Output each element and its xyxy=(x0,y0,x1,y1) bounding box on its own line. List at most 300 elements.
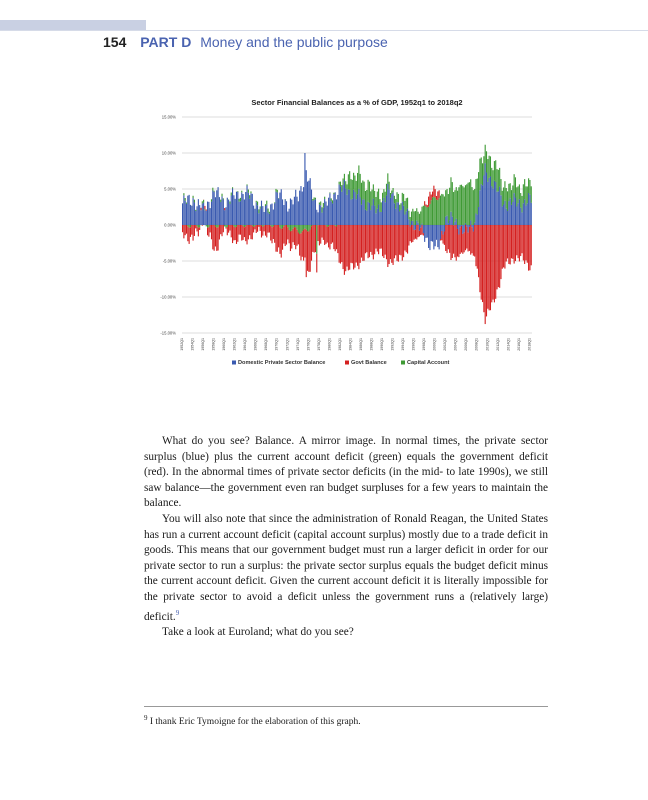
bar-capital xyxy=(229,201,230,204)
y-tick-label: -10.00% xyxy=(160,294,176,300)
bar-capital xyxy=(487,159,488,182)
bar-private xyxy=(357,194,358,225)
bar-capital xyxy=(270,225,271,226)
bar-capital xyxy=(498,170,499,191)
bar-govt xyxy=(335,226,336,251)
bar-capital xyxy=(277,190,278,193)
bar-private xyxy=(489,178,490,225)
bar-govt xyxy=(381,225,382,249)
bar-capital xyxy=(514,174,515,193)
bar-govt xyxy=(456,225,457,261)
bar-private xyxy=(204,210,205,225)
bar-govt xyxy=(399,225,400,255)
bar-govt xyxy=(195,225,196,228)
bar-private xyxy=(371,206,372,225)
bar-govt xyxy=(186,225,187,234)
bar-capital xyxy=(525,186,526,205)
bar-capital xyxy=(502,191,503,207)
bar-private xyxy=(231,195,232,225)
bar-govt xyxy=(425,204,426,206)
bar-private xyxy=(408,219,409,225)
bar-private xyxy=(500,195,501,225)
bar-private xyxy=(336,199,337,225)
bar-govt xyxy=(235,227,236,240)
bar-govt xyxy=(365,225,366,253)
footnote-text: I thank Eric Tymoigne for the elaboration of this graph. xyxy=(149,717,361,728)
bar-govt xyxy=(391,225,392,263)
bar-private xyxy=(244,199,245,225)
bar-private xyxy=(307,182,308,225)
bar-private xyxy=(431,225,432,241)
bar-private xyxy=(473,225,474,232)
x-tick-label: 1960Q1 xyxy=(222,338,227,351)
bar-private xyxy=(398,202,399,225)
bar-private xyxy=(296,197,297,225)
bar-private xyxy=(223,199,224,225)
bar-govt xyxy=(340,225,341,264)
bar-capital xyxy=(321,207,322,212)
x-tick-label: 2006Q1 xyxy=(464,338,469,351)
bar-capital xyxy=(370,191,371,210)
bar-capital xyxy=(298,225,299,233)
bar-private xyxy=(302,192,303,225)
bar-private xyxy=(195,211,196,225)
bar-govt xyxy=(294,227,295,245)
bar-govt xyxy=(525,225,526,260)
x-tick-label: 1982Q1 xyxy=(337,338,342,351)
x-tick-label: 1956Q1 xyxy=(201,338,206,351)
bar-private xyxy=(306,170,307,225)
x-tick-label: 2010Q1 xyxy=(485,338,490,351)
bar-private xyxy=(186,204,187,225)
bar-capital xyxy=(403,194,404,206)
bar-govt xyxy=(433,186,434,197)
bar-private xyxy=(271,204,272,225)
bar-govt xyxy=(514,225,515,264)
x-tick-label: 1968Q1 xyxy=(264,338,269,351)
bar-capital xyxy=(407,198,408,209)
bar-capital xyxy=(387,173,388,184)
bar-capital xyxy=(357,173,358,194)
bar-capital xyxy=(528,178,529,193)
bar-private xyxy=(333,194,334,225)
bar-private xyxy=(268,212,269,225)
bar-private xyxy=(196,206,197,225)
bar-govt xyxy=(503,225,504,267)
bar-govt xyxy=(211,225,212,239)
bar-private xyxy=(379,212,380,225)
bar-capital xyxy=(373,184,374,198)
legend-label: Capital Account xyxy=(407,360,450,366)
bar-govt xyxy=(341,225,342,262)
bar-govt xyxy=(274,225,275,243)
bar-govt xyxy=(477,225,478,269)
bar-govt xyxy=(528,225,529,271)
bar-capital xyxy=(314,197,315,200)
bar-private xyxy=(332,203,333,225)
y-tick-label: 0.00% xyxy=(164,222,176,228)
bar-private xyxy=(439,225,440,249)
bar-govt xyxy=(277,225,278,252)
bar-govt xyxy=(450,225,451,260)
bar-private xyxy=(252,194,253,225)
bar-private xyxy=(298,201,299,225)
bar-capital xyxy=(185,198,186,201)
bar-private xyxy=(200,210,201,225)
bar-capital xyxy=(458,187,459,225)
bar-govt xyxy=(382,225,383,256)
bar-govt xyxy=(228,225,229,233)
bar-capital xyxy=(369,182,370,203)
bar-private xyxy=(470,220,471,225)
bar-private xyxy=(273,210,274,225)
bar-govt xyxy=(420,228,421,235)
bar-capital xyxy=(464,187,465,225)
bar-capital xyxy=(366,190,367,211)
bar-private xyxy=(529,195,530,225)
bar-capital xyxy=(207,225,208,228)
bar-private xyxy=(391,194,392,225)
bar-capital xyxy=(432,197,433,225)
bar-govt xyxy=(202,225,203,226)
bar-private xyxy=(229,204,230,225)
bar-capital xyxy=(382,193,383,201)
bar-govt xyxy=(187,226,188,241)
bar-govt xyxy=(306,230,307,277)
bar-govt xyxy=(495,225,496,299)
bar-capital xyxy=(433,197,434,225)
bar-govt xyxy=(337,225,338,253)
bar-capital xyxy=(307,225,308,231)
bar-capital xyxy=(315,198,316,199)
bar-private xyxy=(461,225,462,226)
bar-govt xyxy=(521,225,522,253)
bar-govt xyxy=(429,192,430,204)
bar-capital xyxy=(435,198,436,225)
bar-govt xyxy=(248,225,249,239)
bar-private xyxy=(429,225,430,250)
bar-govt xyxy=(249,225,250,235)
bar-capital xyxy=(336,225,337,227)
x-tick-label: 1954Q1 xyxy=(190,338,195,351)
bar-capital xyxy=(291,225,292,231)
bar-capital xyxy=(519,184,520,199)
bar-capital xyxy=(524,179,525,199)
bar-private xyxy=(303,187,304,225)
paragraph-2 xyxy=(144,512,548,625)
bar-govt xyxy=(271,227,272,243)
bar-govt xyxy=(216,228,217,251)
bar-capital xyxy=(187,225,188,226)
bar-govt xyxy=(183,225,184,238)
bar-capital xyxy=(503,187,504,204)
bar-capital xyxy=(346,184,347,194)
bar-private xyxy=(353,190,354,225)
bar-govt xyxy=(296,230,297,246)
bar-capital xyxy=(418,212,419,223)
bar-capital xyxy=(431,200,432,225)
bar-capital xyxy=(308,225,309,231)
bar-private xyxy=(465,223,466,225)
bar-capital xyxy=(312,199,313,201)
bar-govt xyxy=(319,225,320,245)
paragraph-3: Take a look at Euroland; what do you see? xyxy=(162,625,354,638)
y-tick-label: -5.00% xyxy=(162,258,176,264)
bar-capital xyxy=(221,194,222,197)
bar-govt xyxy=(246,225,247,244)
bar-govt xyxy=(206,209,207,210)
bar-capital xyxy=(252,225,253,226)
bar-capital xyxy=(466,184,467,225)
bar-private xyxy=(515,197,516,225)
bar-private xyxy=(487,182,488,225)
header-color-bar xyxy=(0,20,146,30)
bar-capital xyxy=(216,225,217,228)
bar-capital xyxy=(349,171,350,190)
bar-capital xyxy=(520,193,521,208)
bar-govt xyxy=(414,230,415,240)
bar-private xyxy=(360,198,361,225)
bar-capital xyxy=(233,225,234,226)
bar-capital xyxy=(437,200,438,225)
bar-private xyxy=(300,186,301,225)
bar-private xyxy=(237,192,238,225)
bar-private xyxy=(327,206,328,225)
bar-capital xyxy=(428,207,429,225)
bar-private xyxy=(402,202,403,225)
bar-capital xyxy=(283,225,284,226)
bar-private xyxy=(250,193,251,225)
bar-capital xyxy=(391,191,392,195)
bar-capital xyxy=(411,212,412,221)
bar-govt xyxy=(419,231,420,237)
bar-private xyxy=(362,200,363,225)
bar-private xyxy=(354,192,355,225)
bar-capital xyxy=(471,187,472,225)
bar-private xyxy=(349,190,350,225)
bar-private xyxy=(507,211,508,225)
bar-private xyxy=(260,208,261,225)
bar-govt xyxy=(232,225,233,243)
bar-govt xyxy=(278,225,279,247)
bar-private xyxy=(318,212,319,225)
footnote-rule xyxy=(144,706,548,707)
bar-private xyxy=(216,190,217,225)
bar-private xyxy=(344,180,345,225)
bar-private xyxy=(378,205,379,225)
bar-capital xyxy=(423,206,424,225)
bar-private xyxy=(281,189,282,225)
bar-capital xyxy=(269,212,270,214)
bar-capital xyxy=(486,151,487,172)
bar-private xyxy=(235,199,236,225)
x-tick-label: 2004Q1 xyxy=(453,338,458,351)
bar-private xyxy=(279,193,280,225)
bar-capital xyxy=(491,168,492,186)
bar-private xyxy=(310,178,311,225)
bar-govt xyxy=(469,227,470,251)
bar-govt xyxy=(345,225,346,271)
y-tick-label: 10.00% xyxy=(161,150,176,156)
bar-govt xyxy=(362,225,363,261)
bar-capital xyxy=(289,225,290,230)
bar-govt xyxy=(256,225,257,233)
bar-govt xyxy=(379,225,380,249)
x-tick-label: 2008Q1 xyxy=(474,338,479,351)
bar-private xyxy=(299,191,300,225)
bar-govt xyxy=(403,225,404,257)
bar-capital xyxy=(327,225,328,227)
bar-capital xyxy=(371,190,372,206)
bar-capital xyxy=(424,205,425,225)
bar-govt xyxy=(361,225,362,258)
bar-govt xyxy=(498,225,499,287)
bar-private xyxy=(340,186,341,225)
bar-capital xyxy=(383,189,384,198)
bar-capital xyxy=(527,186,528,203)
bar-govt xyxy=(293,229,294,242)
bar-private xyxy=(249,199,250,225)
bar-capital xyxy=(225,225,226,228)
legend-swatch-private xyxy=(232,361,236,365)
bar-capital xyxy=(399,205,400,212)
bar-private xyxy=(329,193,330,225)
bar-govt xyxy=(512,225,513,259)
bar-private xyxy=(365,210,366,225)
x-tick-label: 2000Q1 xyxy=(432,338,437,351)
bar-govt xyxy=(515,225,516,261)
bar-govt xyxy=(462,234,463,254)
bar-govt xyxy=(374,225,375,254)
bar-capital xyxy=(256,201,257,202)
bar-capital xyxy=(262,225,263,227)
bar-govt xyxy=(308,231,309,271)
x-tick-label: 2014Q1 xyxy=(506,338,511,351)
bar-private xyxy=(406,211,407,225)
bar-govt xyxy=(357,225,358,266)
bar-govt xyxy=(332,225,333,242)
bar-capital xyxy=(412,209,413,221)
bar-private xyxy=(316,210,317,225)
chart-title: Sector Financial Balances as a % of GDP, 1952q1 to 2018q2 xyxy=(251,98,463,107)
bar-private xyxy=(369,203,370,225)
bar-govt xyxy=(200,208,201,210)
bar-capital xyxy=(260,206,261,208)
bar-govt xyxy=(324,225,325,245)
bar-capital xyxy=(495,160,496,182)
bar-private xyxy=(246,186,247,225)
bar-govt xyxy=(428,197,429,207)
bar-govt xyxy=(191,225,192,235)
bar-govt xyxy=(325,226,326,244)
y-tick-label: -15.00% xyxy=(160,330,176,336)
bar-private xyxy=(368,202,369,225)
bar-capital xyxy=(450,177,451,212)
bar-private xyxy=(495,182,496,225)
bar-private xyxy=(516,206,517,225)
bar-govt xyxy=(311,226,312,261)
bar-private xyxy=(524,199,525,225)
bar-capital xyxy=(246,184,247,185)
bar-private xyxy=(190,205,191,225)
bar-capital xyxy=(250,191,251,193)
bar-private xyxy=(435,225,436,246)
bar-govt xyxy=(385,225,386,255)
bar-private xyxy=(432,225,433,242)
bar-govt xyxy=(219,225,220,239)
bar-govt xyxy=(400,225,401,255)
bar-govt xyxy=(461,226,462,253)
bar-govt xyxy=(275,225,276,252)
x-tick-label: 1976Q1 xyxy=(306,338,311,351)
bar-private xyxy=(182,203,183,225)
bar-govt xyxy=(221,225,222,236)
bar-capital xyxy=(462,186,463,225)
bar-govt xyxy=(486,225,487,316)
bar-capital xyxy=(439,198,440,225)
bar-private xyxy=(412,221,413,225)
bar-private xyxy=(283,205,284,225)
bar-capital xyxy=(220,200,221,202)
bar-capital xyxy=(258,209,259,213)
bar-private xyxy=(278,199,279,225)
bar-capital xyxy=(446,189,447,216)
bar-private xyxy=(449,220,450,225)
bar-private xyxy=(390,198,391,225)
bar-private xyxy=(506,209,507,225)
bar-capital xyxy=(460,185,461,225)
bar-capital xyxy=(199,225,200,227)
bar-govt xyxy=(446,225,447,253)
bar-govt xyxy=(412,225,413,242)
bar-govt xyxy=(323,225,324,240)
bar-capital xyxy=(275,189,276,192)
bar-govt xyxy=(204,206,205,209)
bar-govt xyxy=(370,225,371,252)
bar-govt xyxy=(220,225,221,234)
bar-govt xyxy=(266,225,267,237)
bar-govt xyxy=(265,225,266,236)
bar-capital xyxy=(287,225,288,227)
bar-govt xyxy=(300,233,301,260)
bar-private xyxy=(395,209,396,225)
bar-private xyxy=(410,225,411,227)
bar-private xyxy=(264,212,265,225)
bar-private xyxy=(456,219,457,225)
bar-govt xyxy=(383,225,384,258)
bar-capital xyxy=(465,185,466,223)
bar-govt xyxy=(494,225,495,302)
bar-private xyxy=(416,221,417,225)
bar-private xyxy=(448,223,449,225)
bar-private xyxy=(514,193,515,225)
bar-private xyxy=(308,181,309,225)
bar-private xyxy=(194,202,195,225)
bar-capital xyxy=(324,197,325,199)
bar-capital xyxy=(489,156,490,178)
bar-private xyxy=(496,192,497,225)
bar-capital xyxy=(223,198,224,199)
bar-private xyxy=(428,225,429,248)
bar-capital xyxy=(189,225,190,228)
body-text xyxy=(144,434,548,640)
bar-govt xyxy=(233,226,234,240)
bar-private xyxy=(508,201,509,225)
bar-private xyxy=(248,193,249,225)
bar-govt xyxy=(250,225,251,239)
bar-capital xyxy=(186,203,187,204)
bar-govt xyxy=(349,225,350,270)
